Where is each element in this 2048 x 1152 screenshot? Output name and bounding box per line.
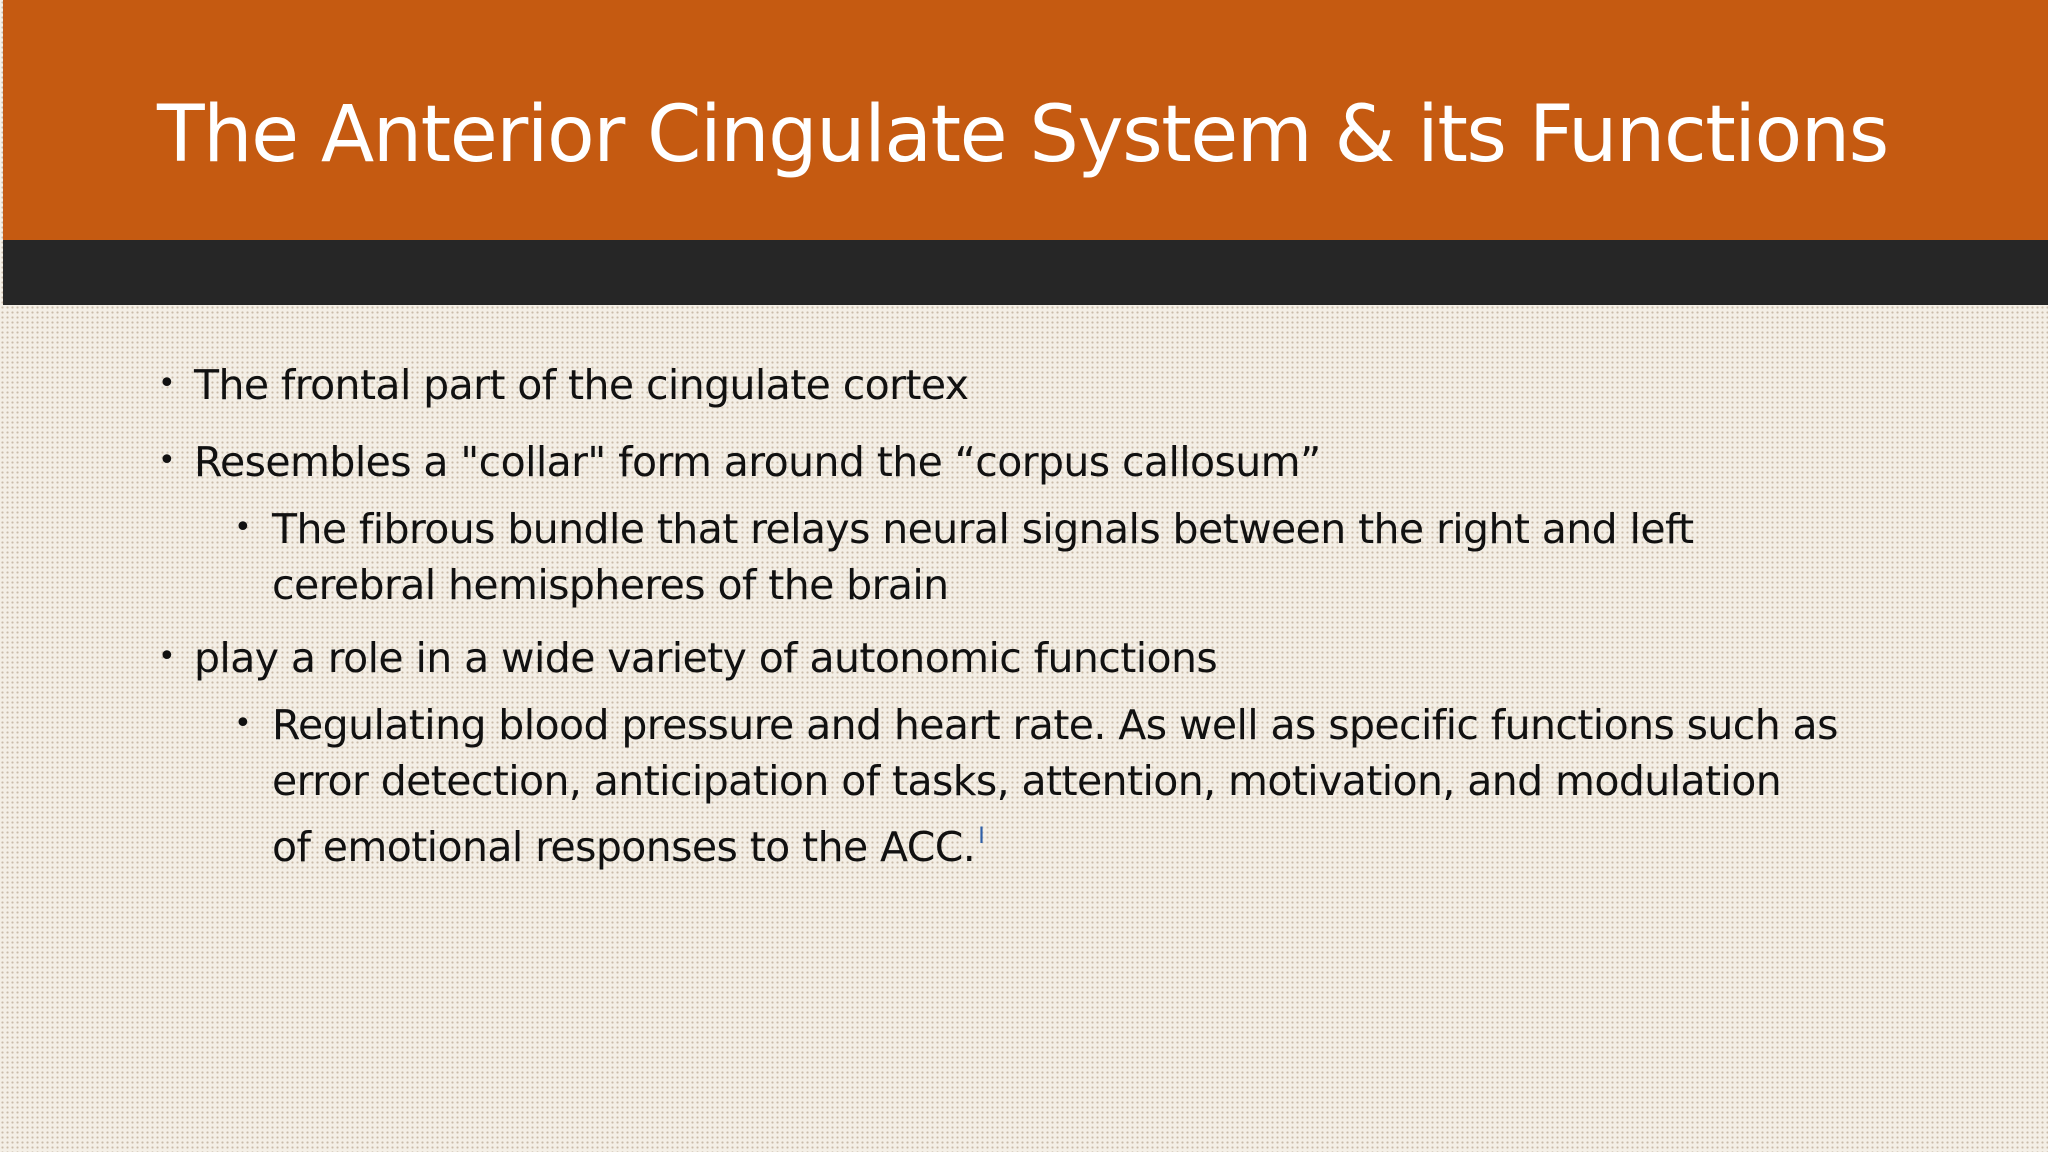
bullet-dot: • — [158, 366, 176, 401]
sub-bullet-text — [272, 501, 1694, 613]
bullet-text: Resembles a "collar" form around the “corpus callosum” — [194, 438, 1321, 486]
sub-bullet-text — [272, 697, 1838, 875]
text-line: The fibrous bundle that relays neural signals between the right and left — [272, 505, 1694, 553]
text-line — [272, 809, 1838, 875]
bullet-dot: • — [234, 510, 252, 545]
bullet-dot: • — [234, 706, 252, 741]
bullet-text: play a role in a wide variety of autonomic functions — [194, 634, 1218, 682]
text-line: error detection, anticipation of tasks, attention, motivation, and modulation — [272, 757, 1782, 805]
bullet-text: The frontal part of the cingulate cortex — [194, 361, 969, 409]
slide-title: The Anterior Cingulate System & its Functions — [157, 90, 1888, 180]
bullet-dot: • — [158, 443, 176, 478]
reference-link[interactable]: I — [978, 824, 985, 849]
text-line-content: of emotional responses to the ACC. — [272, 823, 976, 871]
text-line: cerebral hemispheres of the brain — [272, 561, 949, 609]
bullet-dot: • — [158, 639, 176, 674]
text-line: Regulating blood pressure and heart rate. As well as specific functions such as — [272, 701, 1838, 749]
